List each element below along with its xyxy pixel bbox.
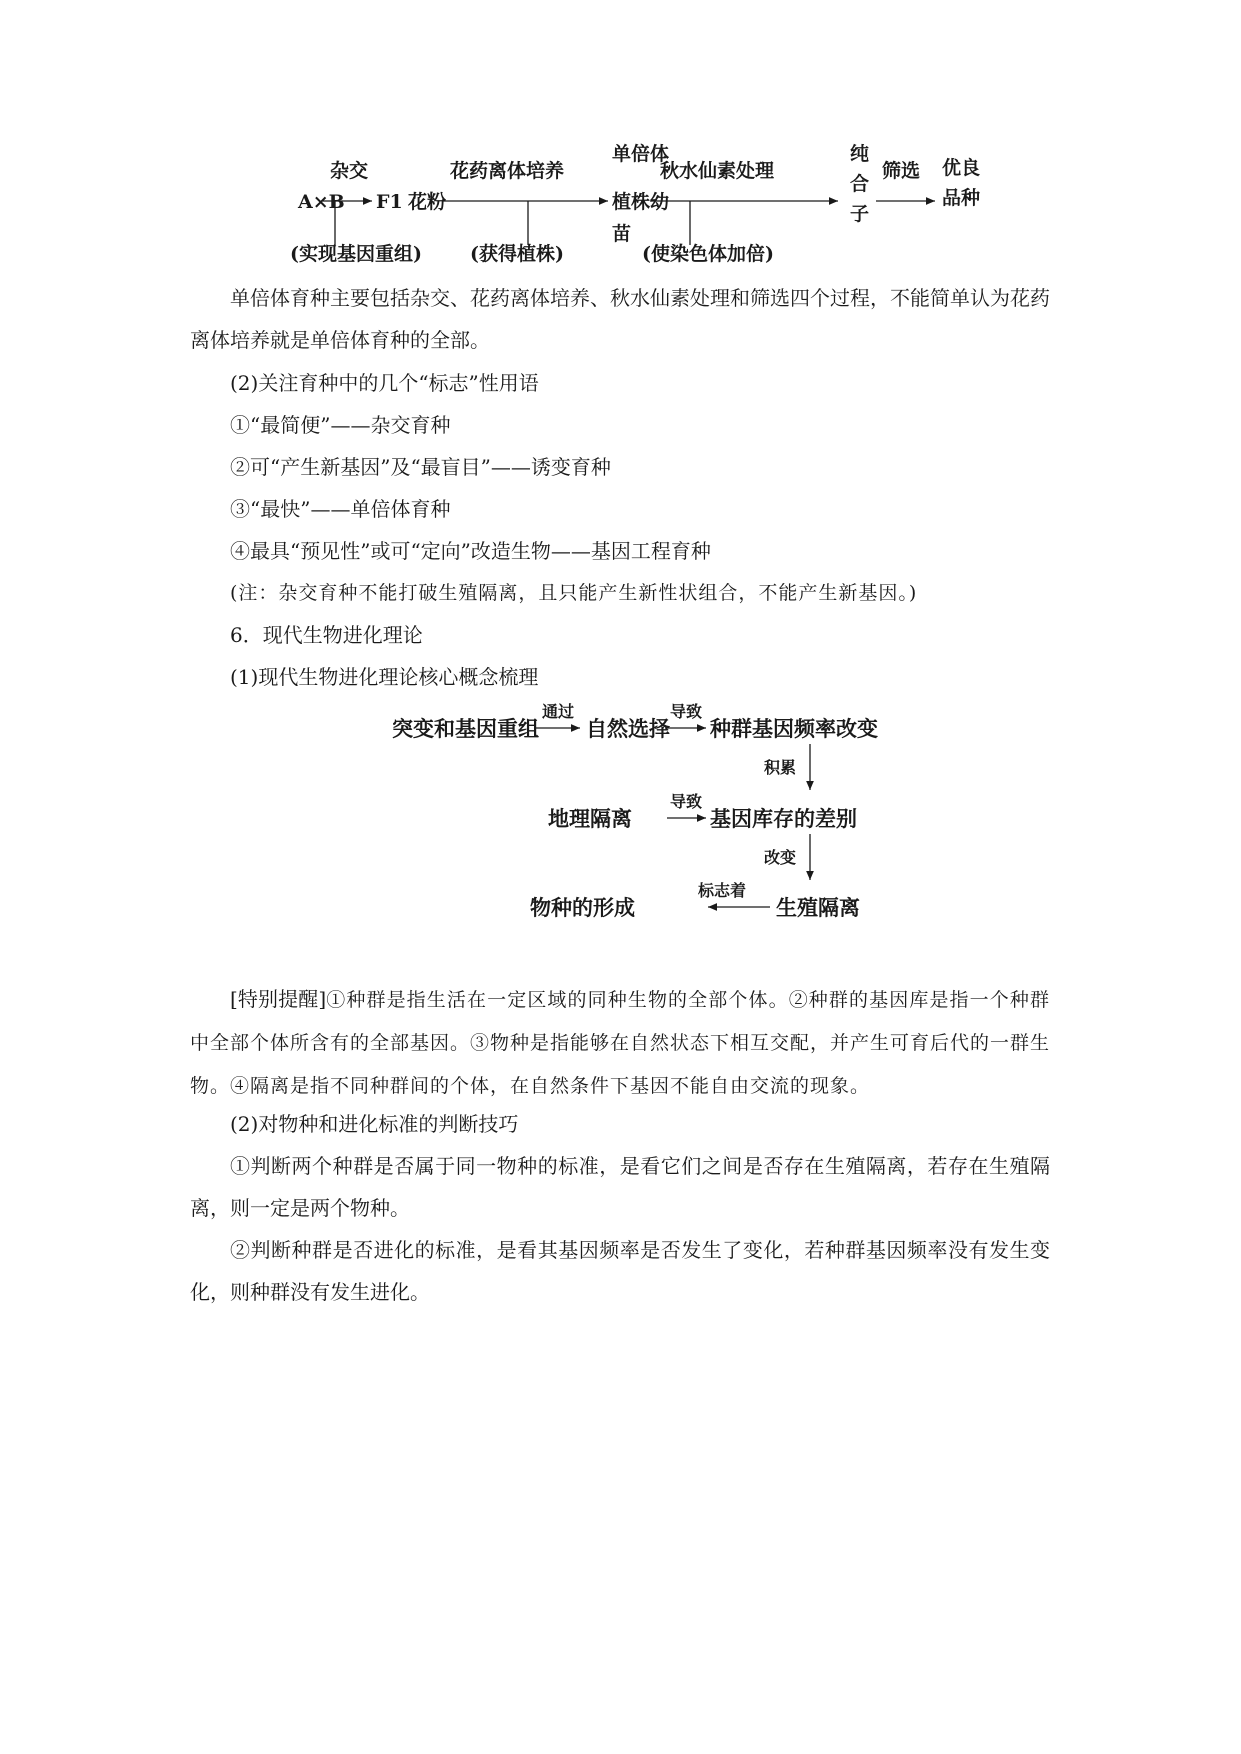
node-pollen: 花粉 (408, 191, 447, 213)
label-cross: 杂交 (330, 160, 369, 182)
paragraph-haploid: 单倍体育种主要包括杂交、花药离体培养、秋水仙素处理和筛选四个过程，不能简单认为花药离体培养就是单倍体育种的全部。 (190, 286, 1050, 352)
node-reproductive-isolation: 生殖隔离 (776, 895, 860, 920)
heading-core-concepts: (1)现代生物进化理论核心概念梳理 (230, 665, 539, 689)
special-reminder (190, 978, 1050, 1107)
label-change: 改变 (764, 848, 797, 867)
heading-markers: (2)关注育种中的几个“标志”性用语 (230, 371, 539, 395)
node-haploid-line2: 植株幼 (612, 191, 670, 213)
node-good-line1: 优良 (942, 157, 981, 179)
note-obtain-plant: (获得植株) (470, 243, 564, 265)
node-geographic-isolation: 地理隔离 (548, 806, 632, 831)
judgement-evolution: ②判断种群是否进化的标准，是看其基因频率是否发生了变化，若种群基因频率没有发生变化，则种群没有发生进化。 (190, 1238, 1050, 1304)
label-marks: 标志着 (698, 881, 747, 900)
node-species-formation: 物种的形成 (530, 895, 635, 920)
node-pure-3: 子 (850, 203, 870, 225)
heading-judgement: (2)对物种和进化标准的判断技巧 (230, 1112, 519, 1136)
node-haploid-line1: 单倍体 (612, 143, 670, 165)
evolution-concept-diagram (380, 700, 900, 950)
list-item-simplest: ①“最简便”——杂交育种 (230, 413, 451, 437)
label-anther-culture: 花药离体培养 (450, 160, 565, 182)
judgement-species: ①判断两个种群是否属于同一物种的标准，是看它们之间是否存在生殖隔离，若存在生殖隔离，则一定是两个物种。 (190, 1154, 1050, 1220)
label-lead-to-1: 导致 (670, 702, 703, 721)
node-mutation-recombination: 突变和基因重组 (392, 716, 539, 741)
reminder-text: ①种群是指生活在一定区域的同种生物的全部个体。②种群的基因库是指一个种群中全部个体所含有的全部基因。③物种是指能够在自然状态下相互交配，并产生可育后代的一群生物。④隔离是指不同种群间的个体，在自然条件下基因不能自由交流的现象。 (190, 989, 1051, 1097)
node-haploid-line3: 苗 (612, 223, 632, 245)
section-title-evolution: 6．现代生物进化理论 (230, 623, 423, 647)
label-accumulate: 积累 (764, 758, 797, 777)
node-frequency-change: 种群基因频率改变 (710, 716, 878, 741)
node-f1: F1 (376, 191, 403, 213)
node-pure-1: 纯 (850, 143, 870, 165)
reminder-label: [特别提醒] (230, 987, 327, 1011)
note-hybrid: (注：杂交育种不能打破生殖隔离，且只能产生新性状组合，不能产生新基因。) (230, 582, 918, 604)
label-via: 通过 (542, 702, 575, 721)
node-pure-2: 合 (850, 173, 870, 195)
label-lead-to-2: 导致 (670, 792, 703, 811)
node-natural-selection: 自然选择 (586, 716, 670, 741)
node-parents: A×B (298, 191, 345, 213)
label-screening: 筛选 (882, 160, 921, 182)
note-recombination: (实现基因重组) (290, 243, 422, 265)
label-colchicine: 秋水仙素处理 (660, 160, 775, 182)
node-gene-pool-difference: 基因库存的差别 (710, 806, 857, 831)
list-item-directed: ④最具“预见性”或可“定向”改造生物——基因工程育种 (230, 539, 711, 563)
note-double-chromosome: (使染色体加倍) (642, 243, 774, 265)
haploid-breeding-diagram (290, 145, 1010, 275)
node-good-line2: 品种 (942, 187, 981, 209)
list-item-fastest: ③“最快”——单倍体育种 (230, 497, 451, 521)
list-item-new-gene: ②可“产生新基因”及“最盲目”——诱变育种 (230, 455, 611, 479)
